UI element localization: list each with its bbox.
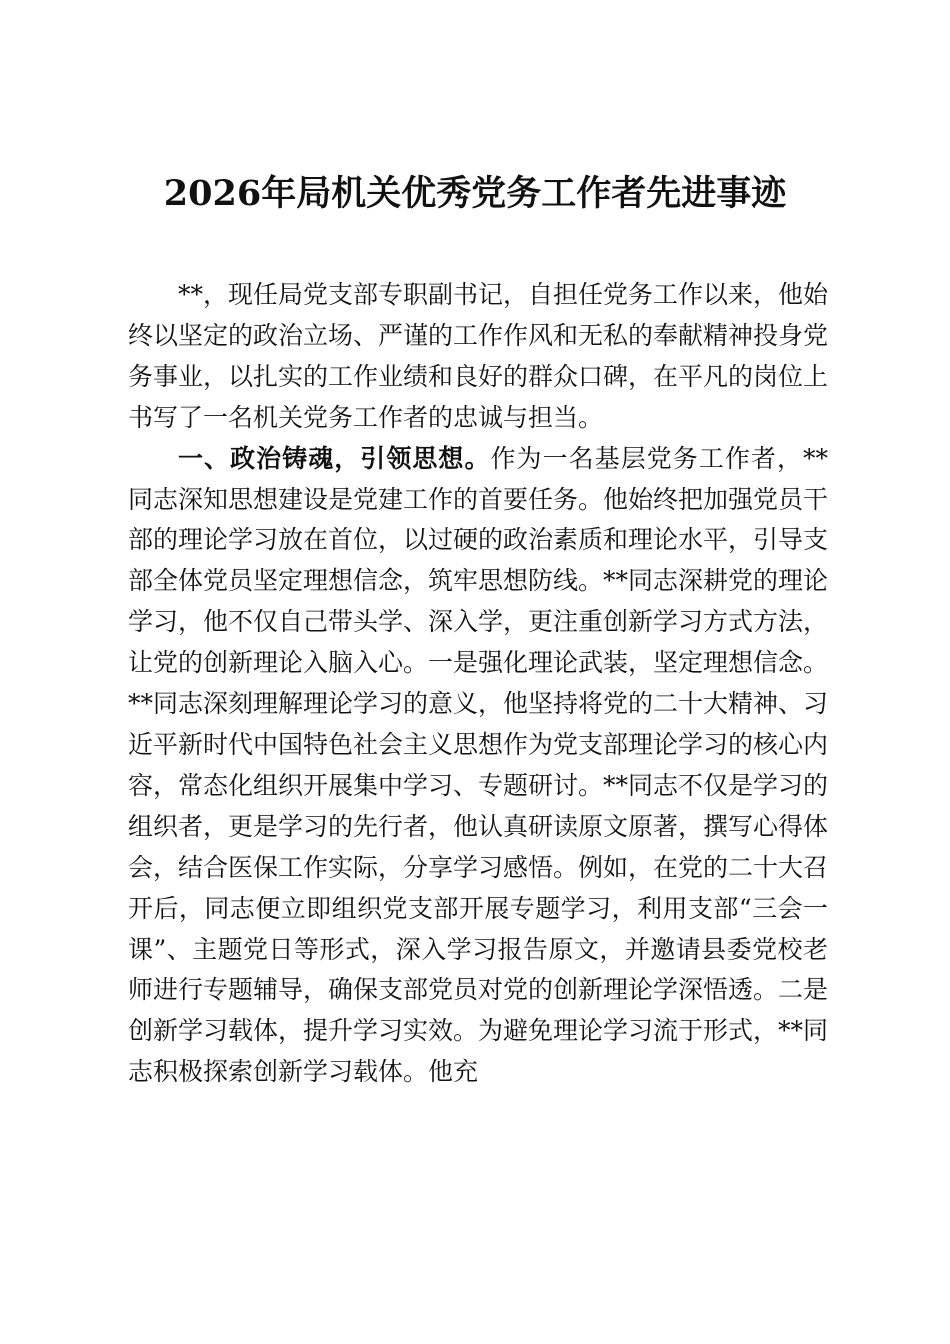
paragraph-section-1 [128,439,828,1094]
paragraph-text: 作为一名基层党务工作者，**同志深知思想建设是党建工作的首要任务。他始终把加强党员干部的理论学习放在首位，以过硬的政治素质和理论水平，引导支部全体党员坚定理想信念，筑牢思想防线。**同志深耕党的理论学习，他不仅自己带头学、深入学，更注重创新学习方式方法，让党的创新理论入脑入心。一是强化理论武装，坚定理想信念。**同志深刻理解理论学习的意义，他坚持将党的二十大精神、习近平新时代中国特色社会主义思想作为党支部理论学习的核心内容，常态化组织开展集中学习、专题研讨。**同志不仅是学习的组织者，更是学习的先行者，他认真研读原文原著，撰写心得体会，结合医保工作实际，分享学习感悟。例如，在党的二十大召开后，同志便立即组织党支部开展专题学习，利用支部“三会一课”、主题党日等形式，深入学习报告原文，并邀请县委党校老师进行专题辅导，确保支部党员对党的创新理论学深悟透。二是创新学习载体，提升学习实效。为避免理论学习流于形式，**同志积极探索创新学习载体。他充 [128,443,829,1087]
paragraph-intro [128,275,828,439]
document-body [128,275,828,1093]
paragraph-text: **，现任局党支部专职副书记，自担任党务工作以来，他始终以坚定的政治立场、严谨的工作作风和无私的奉献精神投身党务事业，以扎实的工作业绩和良好的群众口碑，在平凡的岗位上书写了一名机关党务工作者的忠诚与担当。 [128,280,829,432]
document-title: 2026年局机关优秀党务工作者先进事迹 [163,173,787,214]
section-heading: 一、政治铸魂，引领思想。 [178,443,491,473]
